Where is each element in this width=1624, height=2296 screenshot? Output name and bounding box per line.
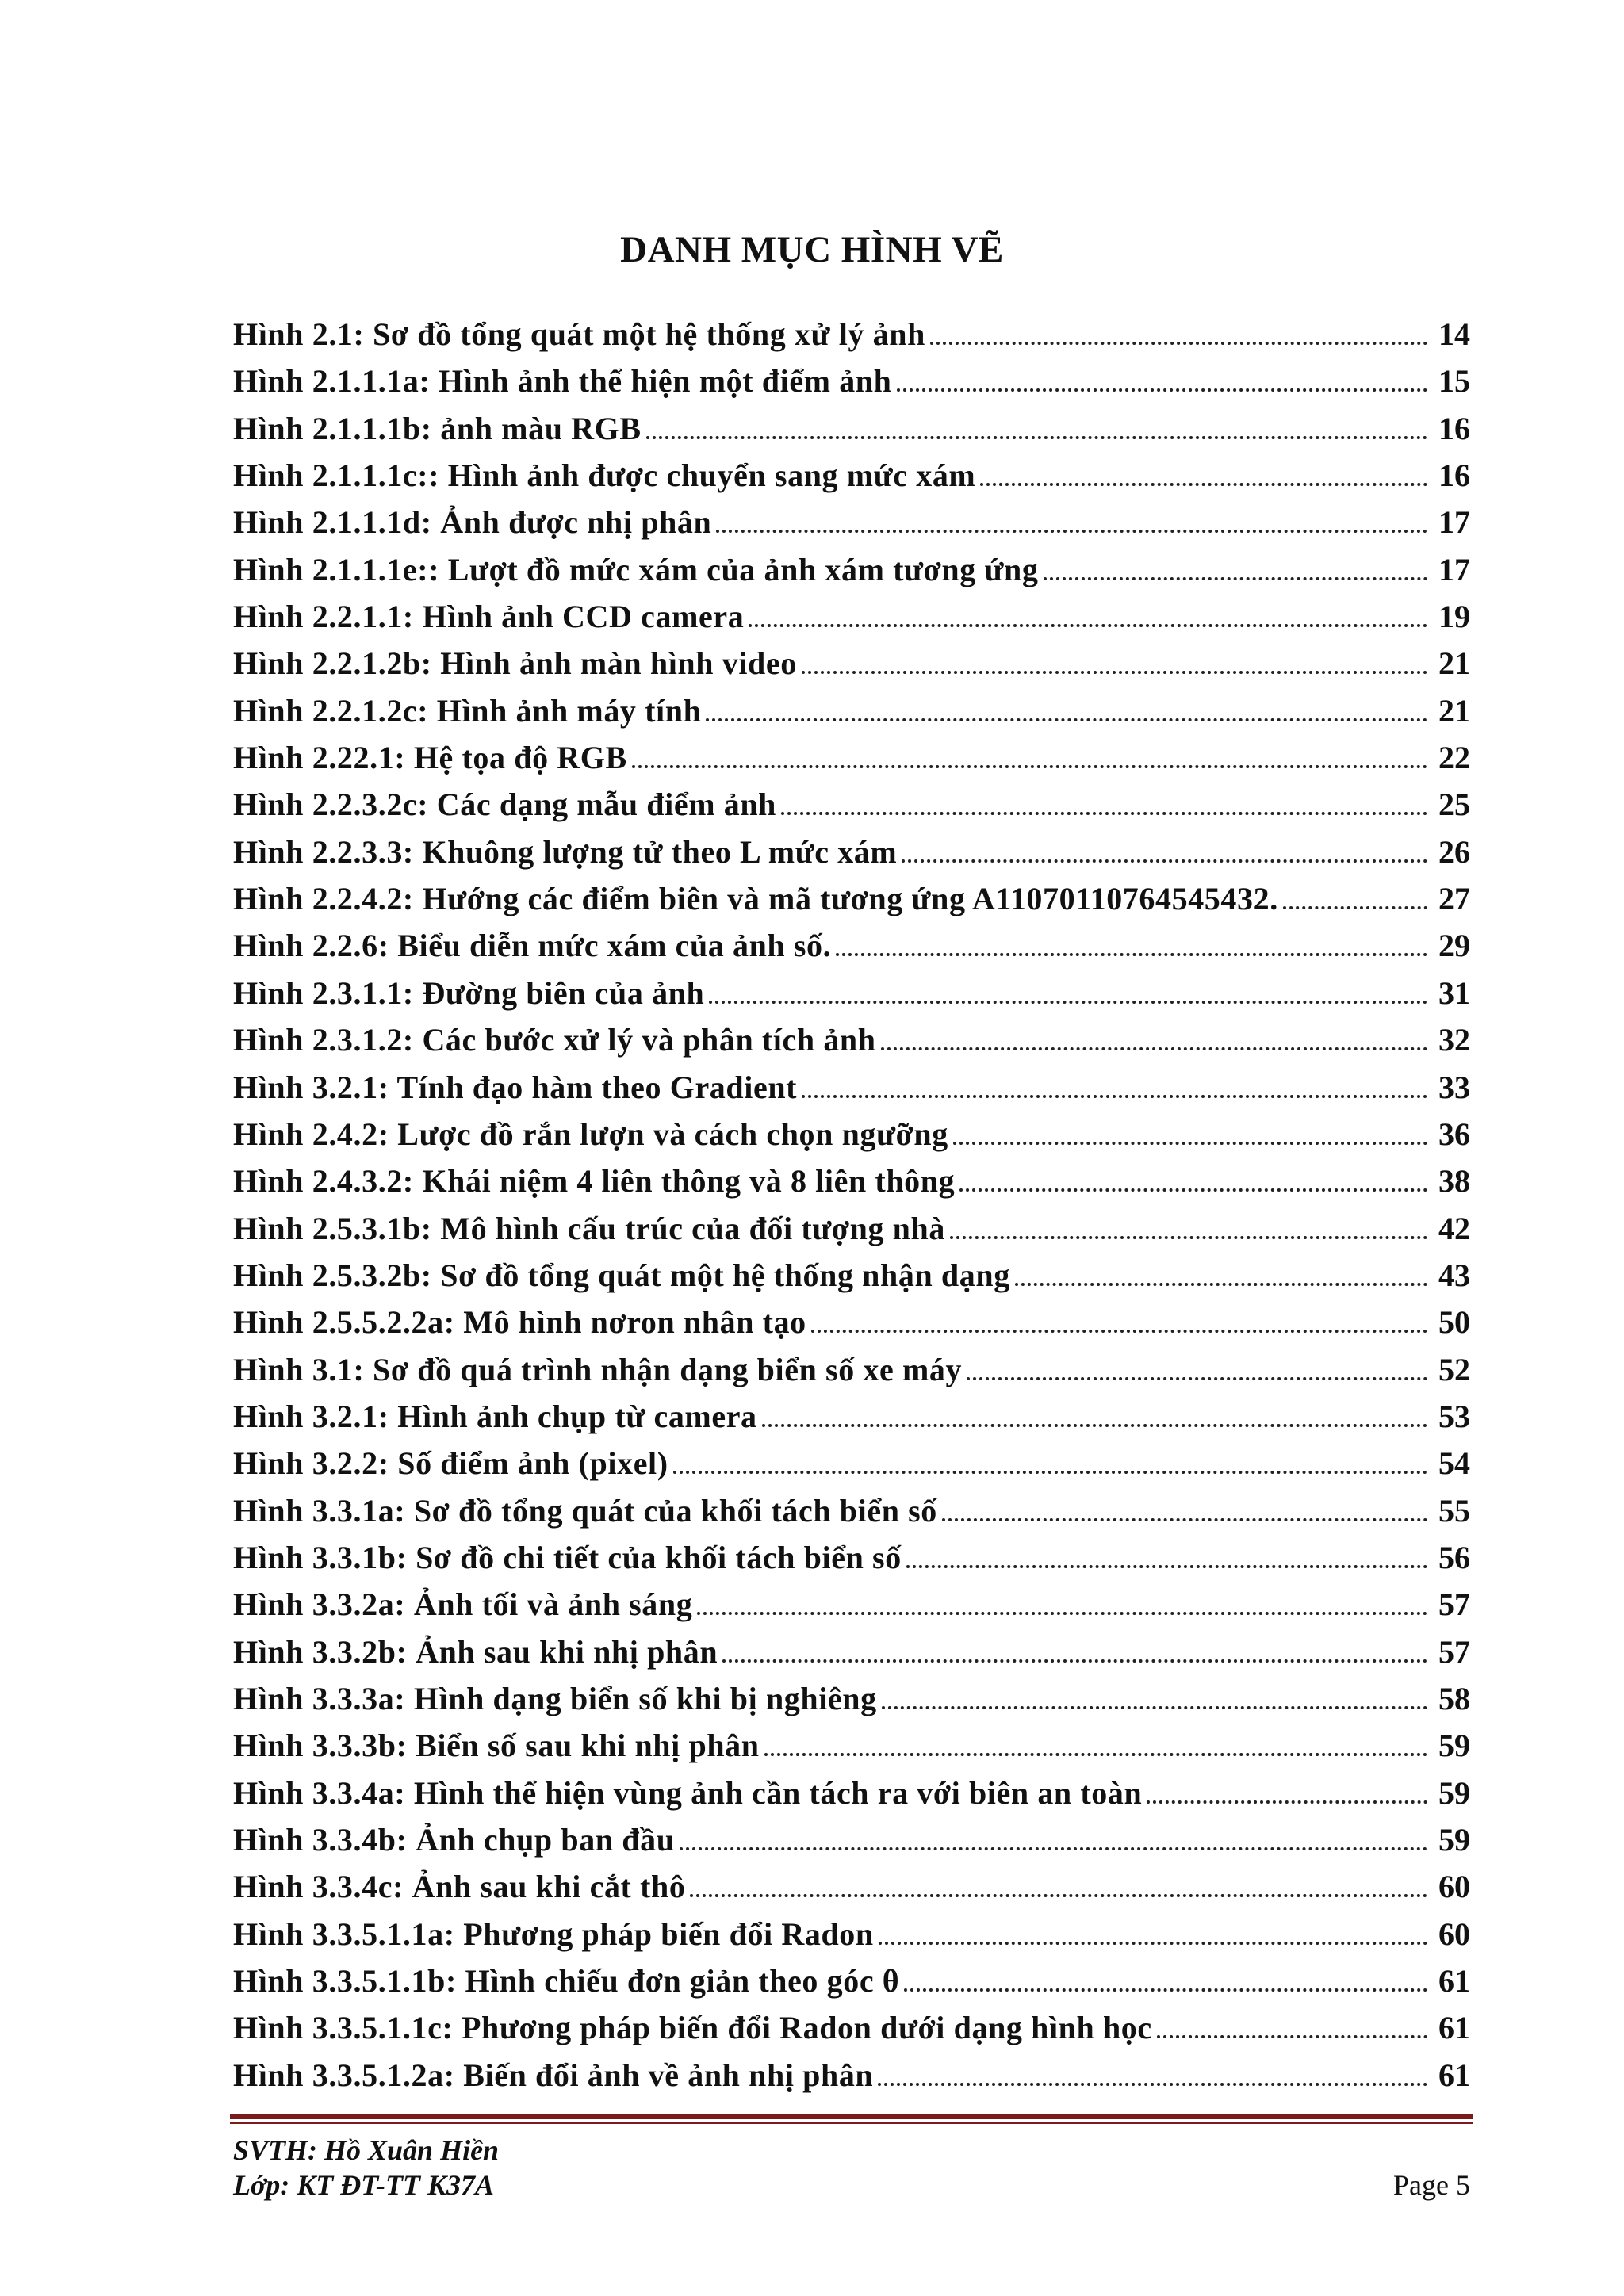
dot-leader [904, 1988, 1427, 1992]
figure-entry-label: Hình 2.5.3.1b: Mô hình cấu trúc của đối tượng nhà [233, 1210, 945, 1246]
figure-entry-label: Hình 2.5.3.2b: Sơ đồ tổng quát một hệ thống nhận dạng [233, 1257, 1010, 1293]
figure-entry[interactable] [233, 1868, 1470, 1915]
figure-entry[interactable] [233, 692, 1470, 739]
dot-leader [680, 1847, 1427, 1850]
dot-leader [959, 1188, 1427, 1192]
footer-rule-thin [230, 2122, 1473, 2124]
dot-leader [881, 1047, 1427, 1050]
dot-leader [673, 1471, 1427, 1474]
figure-entry-label: Hình 2.3.1.1: Đường biên của ảnh [233, 974, 705, 1011]
figure-entry-label: Hình 2.3.1.2: Các bước xử lý và phân tích ảnh [233, 1022, 876, 1058]
figure-entry[interactable] [233, 1774, 1470, 1821]
figure-entry[interactable] [233, 1445, 1470, 1491]
figure-entry-label: Hình 2.2.1.1: Hình ảnh CCD camera [233, 599, 745, 635]
figure-entry-page: 17 [1438, 504, 1470, 541]
dot-leader [953, 1142, 1427, 1145]
dot-leader [1044, 577, 1428, 580]
figure-entry-page: 61 [1438, 2057, 1470, 2093]
figure-entry-label: Hình 3.3.4c: Ảnh sau khi cắt thô [233, 1869, 686, 1905]
dot-leader [722, 1659, 1427, 1663]
figure-entry-page: 60 [1438, 1915, 1470, 1952]
dot-leader [1015, 1283, 1427, 1286]
figure-entry-page: 53 [1438, 1398, 1470, 1434]
figure-entry[interactable] [233, 1962, 1470, 2009]
figure-entry[interactable] [233, 1539, 1470, 1586]
figure-entry-label: Hình 3.1: Sơ đồ quá trình nhận dạng biển số xe máy [233, 1351, 963, 1387]
figure-entry-label: Hình 3.3.5.1.1a: Phương pháp biến đổi Radon [233, 1915, 874, 1952]
figure-entry-label: Hình 3.3.4b: Ảnh chụp ban đầu [233, 1822, 675, 1858]
figure-entry-page: 27 [1438, 881, 1470, 917]
page-title: DANH MỤC HÌNH VẼ [620, 229, 1004, 270]
figure-entry-page: 21 [1438, 692, 1470, 729]
dot-leader [709, 1001, 1427, 1004]
footer-rule-thick [230, 2114, 1473, 2119]
figure-entry-page: 38 [1438, 1163, 1470, 1200]
figure-entry-label: Hình 3.3.3b: Biển số sau khi nhị phân [233, 1728, 760, 1764]
figure-entry-page: 58 [1438, 1680, 1470, 1716]
figure-entry[interactable] [233, 1492, 1470, 1539]
figure-entry-page: 19 [1438, 599, 1470, 635]
figure-entry-page: 56 [1438, 1539, 1470, 1575]
figure-entry[interactable] [233, 1162, 1470, 1209]
figure-entry[interactable] [233, 1021, 1470, 1068]
figure-entry[interactable] [233, 2057, 1470, 2103]
figure-entry[interactable] [233, 362, 1470, 409]
figure-entry-label: Hình 3.2.1: Tính đạo hàm theo Gradient [233, 1069, 798, 1105]
dot-leader [980, 483, 1427, 486]
figure-entry-label: Hình 2.1.1.1b: ảnh màu RGB [233, 410, 642, 446]
figure-entry-page: 59 [1438, 1774, 1470, 1811]
figure-entry[interactable] [233, 739, 1470, 786]
figure-entry-page: 42 [1438, 1210, 1470, 1246]
figure-entry[interactable] [233, 786, 1470, 832]
figure-entry[interactable] [233, 1351, 1470, 1398]
figure-entry-label: Hình 2.2.3.3: Khuông lượng tử theo L mức xám [233, 833, 898, 870]
figure-entry-page: 32 [1438, 1022, 1470, 1058]
figure-entry-label: Hình 2.1.1.1a: Hình ảnh thể hiện một điểm ảnh [233, 363, 892, 400]
figure-entry-page: 61 [1438, 2010, 1470, 2046]
figure-entry-label: Hình 2.1.1.1e:: Lượt đồ mức xám của ảnh xám tương ứng [233, 551, 1039, 587]
figure-entry-page: 55 [1438, 1492, 1470, 1529]
footer-rule [230, 2114, 1473, 2124]
dot-leader [632, 765, 1427, 768]
dot-leader [1147, 1800, 1427, 1804]
figure-entry[interactable] [233, 645, 1470, 691]
dot-leader [879, 1942, 1427, 1945]
figure-entry-label: Hình 3.2.2: Số điểm ảnh (pixel) [233, 1445, 668, 1482]
figure-entry-page: 54 [1438, 1445, 1470, 1482]
figure-list [233, 316, 1470, 2103]
dot-leader [930, 342, 1427, 345]
dot-leader [781, 812, 1427, 815]
figure-entry[interactable] [233, 2009, 1470, 2056]
figure-entry-label: Hình 2.4.3.2: Khái niệm 4 liên thông và 8 liên thông [233, 1163, 956, 1200]
figure-entry[interactable] [233, 927, 1470, 974]
figure-entry-page: 29 [1438, 928, 1470, 964]
figure-entry[interactable] [233, 1303, 1470, 1350]
figure-entry[interactable] [233, 503, 1470, 550]
figure-entry-page: 15 [1438, 363, 1470, 400]
figure-entry-label: Hình 3.3.5.1.2a: Biến đổi ảnh về ảnh nhị phân [233, 2057, 874, 2093]
figure-entry-label: Hình 2.2.1.2b: Hình ảnh màn hình video [233, 645, 797, 682]
figure-entry[interactable] [233, 1398, 1470, 1445]
figure-entry-page: 59 [1438, 1822, 1470, 1858]
figure-entry-page: 31 [1438, 974, 1470, 1011]
dot-leader [690, 1894, 1427, 1897]
figure-entry-page: 57 [1438, 1633, 1470, 1670]
dot-leader [878, 2083, 1427, 2086]
figure-entry-label: Hình 2.22.1: Hệ tọa độ RGB [233, 740, 627, 776]
figure-entry[interactable] [233, 974, 1470, 1021]
figure-entry-label: Hình 3.3.4a: Hình thể hiện vùng ảnh cần tách ra với biên an toàn [233, 1774, 1143, 1811]
figure-entry[interactable] [233, 1257, 1470, 1303]
dot-leader [1283, 906, 1427, 909]
footer-info [233, 2133, 499, 2202]
dot-leader [762, 1424, 1427, 1427]
figure-entry-page: 16 [1438, 457, 1470, 494]
dot-leader [1157, 2035, 1427, 2038]
figure-entry-page: 50 [1438, 1304, 1470, 1341]
figure-entry[interactable] [233, 410, 1470, 457]
dot-leader [697, 1612, 1427, 1615]
dot-leader [882, 1706, 1427, 1709]
footer-page-number: Page 5 [1393, 2169, 1470, 2201]
figure-entry-label: Hình 2.2.1.2c: Hình ảnh máy tính [233, 692, 702, 729]
figure-entry-label: Hình 2.1: Sơ đồ tổng quát một hệ thống xử lý ảnh [233, 316, 925, 352]
figure-entry-page: 22 [1438, 740, 1470, 776]
figure-entry[interactable] [233, 880, 1470, 927]
dot-leader [950, 1236, 1427, 1239]
figure-entry-page: 61 [1438, 1963, 1470, 1999]
dot-leader [902, 859, 1427, 863]
dot-leader [897, 388, 1428, 392]
figure-entry-label: Hình 3.2.1: Hình ảnh chụp từ camera [233, 1398, 757, 1434]
figure-entry[interactable] [233, 457, 1470, 503]
dot-leader [967, 1377, 1427, 1380]
figure-entry[interactable] [233, 1915, 1470, 1962]
figure-entry-label: Hình 2.2.4.2: Hướng các điểm biên và mã tương ứng A11070110764545432. [233, 881, 1278, 917]
figure-entry[interactable] [233, 833, 1470, 880]
figure-entry[interactable] [233, 316, 1470, 362]
figure-entry[interactable] [233, 1115, 1470, 1162]
figure-entry-page: 59 [1438, 1728, 1470, 1764]
figure-entry-label: Hình 2.1.1.1d: Ảnh được nhị phân [233, 504, 712, 541]
figure-entry-label: Hình 3.3.3a: Hình dạng biển số khi bị nghiêng [233, 1680, 877, 1716]
footer-student: SVTH: Hồ Xuân Hiền [233, 2134, 500, 2166]
dot-leader [716, 530, 1427, 533]
figure-entry-label: Hình 3.3.2b: Ảnh sau khi nhị phân [233, 1633, 718, 1670]
figure-entry[interactable] [233, 1069, 1470, 1115]
figure-entry[interactable] [233, 598, 1470, 645]
dot-leader [646, 436, 1427, 439]
figure-entry[interactable] [233, 1210, 1470, 1257]
dot-leader [749, 624, 1427, 627]
figure-entry-page: 16 [1438, 410, 1470, 446]
dot-leader [802, 671, 1427, 674]
dot-leader [836, 953, 1427, 956]
dot-leader [906, 1565, 1427, 1568]
figure-entry-label: Hình 2.5.5.2.2a: Mô hình nơron nhân tạo [233, 1304, 806, 1341]
figure-entry-page: 36 [1438, 1115, 1470, 1152]
footer-class: Lớp: KT ĐT-TT K37A [233, 2169, 494, 2201]
figure-entry[interactable] [233, 1680, 1470, 1727]
dot-leader [811, 1330, 1427, 1333]
figure-entry[interactable] [233, 551, 1470, 598]
figure-entry-label: Hình 3.3.1a: Sơ đồ tổng quát của khối tách biển số [233, 1492, 937, 1529]
figure-entry-page: 26 [1438, 833, 1470, 870]
dot-leader [764, 1753, 1427, 1756]
figure-entry-page: 14 [1438, 316, 1470, 352]
figure-entry-page: 21 [1438, 645, 1470, 682]
dot-leader [802, 1095, 1427, 1098]
figure-entry-label: Hình 2.2.6: Biểu diễn mức xám của ảnh số. [233, 928, 832, 964]
figure-entry-label: Hình 3.3.2a: Ảnh tối và ảnh sáng [233, 1586, 693, 1623]
figure-entry-page: 33 [1438, 1069, 1470, 1105]
figure-entry-label: Hình 2.1.1.1c:: Hình ảnh được chuyển sang mức xám [233, 457, 976, 494]
figure-entry-label: Hình 3.3.5.1.1b: Hình chiếu đơn giản theo góc θ [233, 1963, 900, 1999]
dot-leader [706, 718, 1427, 721]
figure-entry-page: 57 [1438, 1586, 1470, 1623]
figure-entry-label: Hình 2.2.3.2c: Các dạng mẫu điểm ảnh [233, 786, 777, 823]
figure-entry[interactable] [233, 1633, 1470, 1680]
figure-entry-page: 52 [1438, 1351, 1470, 1387]
figure-entry-page: 17 [1438, 551, 1470, 587]
figure-entry-page: 43 [1438, 1257, 1470, 1293]
figure-entry-label: Hình 2.4.2: Lược đồ rắn lượn và cách chọn ngưỡng [233, 1115, 948, 1152]
figure-entry-label: Hình 3.3.1b: Sơ đồ chi tiết của khối tách biển số [233, 1539, 902, 1575]
figure-entry-label: Hình 3.3.5.1.1c: Phương pháp biến đổi Radon dưới dạng hình học [233, 2010, 1152, 2046]
figure-entry[interactable] [233, 1821, 1470, 1868]
figure-entry-page: 25 [1438, 786, 1470, 823]
dot-leader [942, 1518, 1427, 1521]
figure-entry-page: 60 [1438, 1869, 1470, 1905]
figure-entry[interactable] [233, 1586, 1470, 1632]
figure-entry[interactable] [233, 1727, 1470, 1774]
